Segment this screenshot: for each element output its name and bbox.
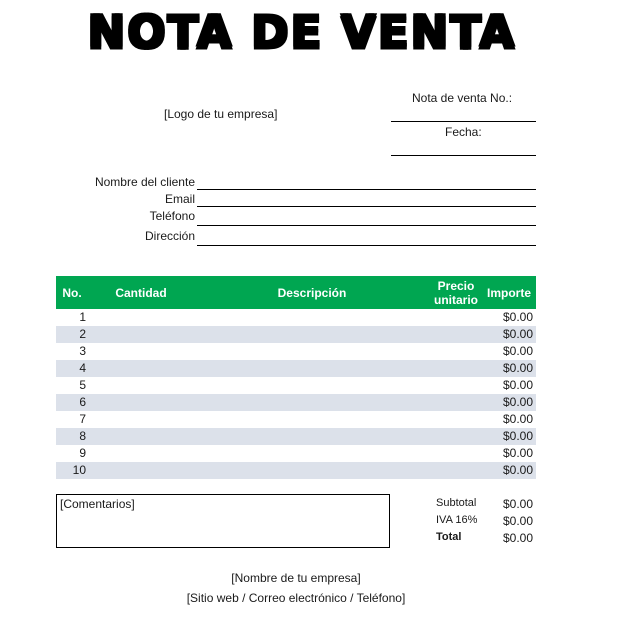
client-phone-line[interactable] [197, 225, 536, 226]
description-cell[interactable] [194, 462, 430, 479]
document-title: NOTA DE VENTA [87, 6, 517, 59]
client-email-line[interactable] [197, 206, 536, 207]
table-row [56, 462, 536, 479]
description-cell[interactable] [194, 309, 430, 326]
amount-cell: $0.00 [502, 378, 533, 392]
amount-cell: $0.00 [502, 344, 533, 358]
description-cell[interactable] [194, 377, 430, 394]
column-header-description: Descripción [194, 276, 430, 309]
items-table [56, 276, 536, 479]
logo-placeholder: [Logo de tu empresa] [164, 107, 278, 121]
unit-price-cell[interactable] [430, 462, 482, 479]
total-value: $0.00 [502, 531, 533, 545]
amount-cell: $0.00 [502, 412, 533, 426]
unit-price-cell[interactable] [430, 411, 482, 428]
unit-price-cell[interactable] [430, 394, 482, 411]
date-line[interactable] [391, 155, 536, 156]
client-email-label: Email [164, 192, 195, 206]
amount-cell: $0.00 [482, 326, 536, 343]
description-cell[interactable] [194, 343, 430, 360]
row-number: 4 [56, 360, 88, 377]
quantity-cell[interactable] [88, 462, 194, 479]
total-label: Total [436, 531, 462, 543]
unit-price-cell[interactable] [430, 309, 482, 326]
unit-price-cell[interactable] [430, 445, 482, 462]
amount-cell: $0.00 [482, 394, 536, 411]
amount-cell: $0.00 [482, 360, 536, 377]
row-number: 3 [79, 344, 86, 358]
client-address-line[interactable] [197, 245, 536, 246]
description-cell[interactable] [194, 445, 430, 462]
row-number: 8 [56, 428, 88, 445]
description-cell[interactable] [194, 411, 430, 428]
row-number: 1 [79, 310, 86, 324]
row-number: 2 [56, 326, 88, 343]
client-name-line[interactable] [197, 189, 536, 190]
quantity-cell[interactable] [88, 360, 194, 377]
amount-cell: $0.00 [502, 446, 533, 460]
quantity-cell[interactable] [88, 326, 194, 343]
quantity-cell[interactable] [88, 343, 194, 360]
table-row [56, 360, 536, 377]
quantity-cell[interactable] [88, 428, 194, 445]
table-header-row [56, 276, 536, 309]
column-header-quantity: Cantidad [88, 276, 194, 309]
table-row [56, 326, 536, 343]
footer-company-name: [Nombre de tu empresa] [231, 571, 361, 585]
tax-value: $0.00 [502, 514, 533, 528]
unit-price-cell[interactable] [430, 377, 482, 394]
table-row [56, 343, 536, 360]
column-header-unit-price: Precio unitario [430, 276, 482, 309]
table-row [56, 411, 536, 428]
description-cell[interactable] [194, 326, 430, 343]
table-row [56, 428, 536, 445]
client-address-label: Dirección [144, 229, 195, 243]
row-number: 7 [79, 412, 86, 426]
quantity-cell[interactable] [88, 309, 194, 326]
column-header-amount: Importe [482, 276, 536, 309]
quantity-cell[interactable] [88, 394, 194, 411]
client-phone-label: Teléfono [149, 209, 195, 223]
client-name-label: Nombre del cliente [94, 175, 195, 189]
amount-cell: $0.00 [482, 428, 536, 445]
comments-box[interactable] [56, 494, 390, 548]
row-number: 10 [56, 462, 88, 479]
amount-cell: $0.00 [482, 462, 536, 479]
quantity-cell[interactable] [88, 377, 194, 394]
unit-price-cell[interactable] [430, 360, 482, 377]
date-label: Fecha: [445, 125, 482, 139]
tax-label: IVA 16% [436, 514, 478, 526]
note-number-line[interactable] [391, 121, 536, 122]
comments-placeholder: [Comentarios] [60, 497, 135, 511]
subtotal-label: Subtotal [436, 497, 477, 509]
quantity-cell[interactable] [88, 445, 194, 462]
subtotal-value: $0.00 [502, 497, 533, 511]
row-number: 5 [79, 378, 86, 392]
unit-price-cell[interactable] [430, 343, 482, 360]
unit-price-cell[interactable] [430, 428, 482, 445]
quantity-cell[interactable] [88, 411, 194, 428]
row-number: 9 [79, 446, 86, 460]
description-cell[interactable] [194, 394, 430, 411]
table-row [56, 445, 536, 462]
table-row [56, 394, 536, 411]
row-number: 6 [56, 394, 88, 411]
footer-contact-info: [Sitio web / Correo electrónico / Teléfono] [186, 591, 406, 605]
table-row [56, 377, 536, 394]
note-number-label: Nota de venta No.: [412, 91, 513, 105]
unit-price-cell[interactable] [430, 326, 482, 343]
description-cell[interactable] [194, 360, 430, 377]
amount-cell: $0.00 [502, 310, 533, 324]
column-header-number: No. [56, 276, 88, 309]
table-row [56, 309, 536, 326]
description-cell[interactable] [194, 428, 430, 445]
